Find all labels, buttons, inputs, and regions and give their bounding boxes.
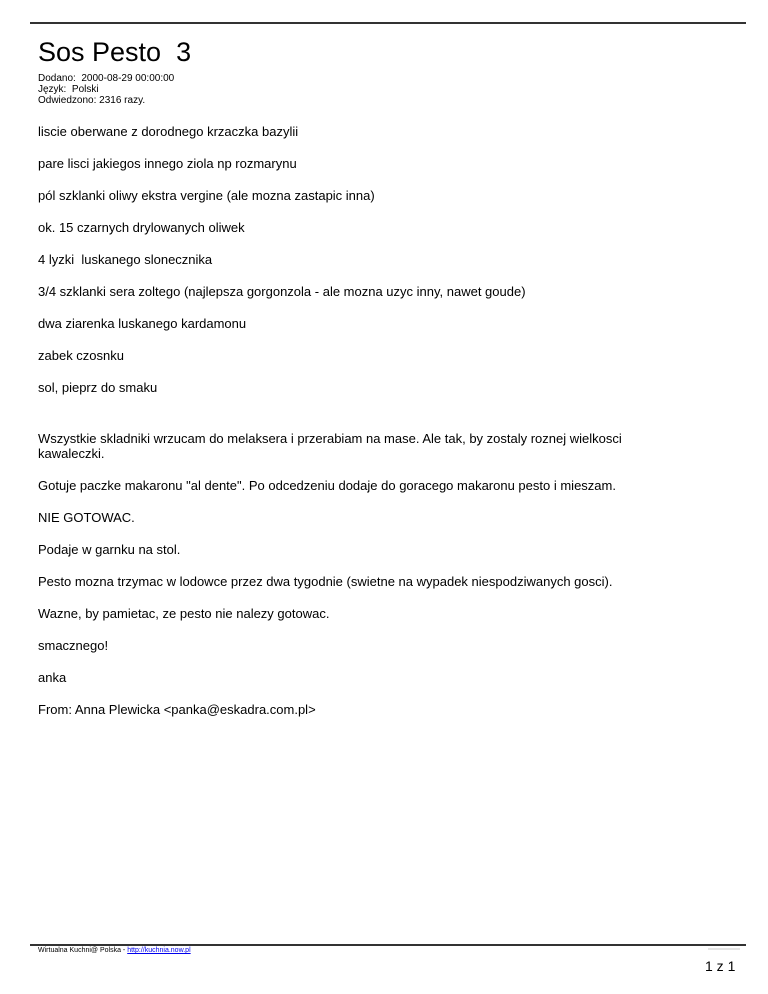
- instruction-paragraph: Wazne, by pamietac, ze pesto nie nalezy gotowac.: [38, 606, 330, 621]
- instruction-paragraph: NIE GOTOWAC.: [38, 510, 135, 525]
- visit-count: Odwiedzono: 2316 razy.: [38, 95, 146, 106]
- from-line: From: Anna Plewicka <panka@eskadra.com.pl>: [38, 702, 316, 717]
- instructions: [38, 431, 678, 717]
- footer-site: [38, 947, 191, 955]
- ingredient-item: 3/4 szklanki sera zoltego (najlepsza gorgonzola - ale mozna uzyc inny, nawet goude): [38, 284, 526, 299]
- ingredient-item: pól szklanki oliwy ekstra vergine (ale mozna zastapic inna): [38, 188, 375, 203]
- footer-divider: [30, 944, 746, 946]
- ingredients-list: [38, 124, 678, 395]
- ingredient-item: dwa ziarenka luskanego kardamonu: [38, 316, 247, 331]
- instruction-paragraph: Gotuje paczke makaronu "al dente". Po odcedzeniu dodaje do goracego makaronu pesto i mieszam.: [38, 478, 616, 493]
- instruction-paragraph: Podaje w garnku na stol.: [38, 542, 181, 557]
- ingredient-item: sol, pieprz do smaku: [38, 380, 158, 395]
- ingredient-item: ok. 15 czarnych drylowanych oliwek: [38, 220, 245, 235]
- footer-site-text: Wirtualna Kuchni@ Polska -: [38, 947, 128, 954]
- section-gap: [38, 412, 678, 431]
- ingredient-item: 4 lyzki luskanego slonecznika: [38, 252, 213, 267]
- page-title: Sos Pesto 3: [38, 37, 192, 67]
- footer-faint-mark: [708, 948, 740, 950]
- recipe-content: [38, 124, 678, 734]
- top-divider: [30, 22, 746, 24]
- language: Język: Polski: [38, 84, 99, 95]
- page-number: 1 z 1: [705, 958, 736, 974]
- signature: anka: [38, 670, 67, 685]
- instruction-paragraph: Pesto mozna trzymac w lodowce przez dwa tygodnie (swietne na wypadek niespodziwanych gosci).: [38, 574, 613, 589]
- ingredient-item: liscie oberwane z dorodnego krzaczka bazylii: [38, 124, 299, 139]
- ingredient-item: pare lisci jakiegos innego ziola np rozmarynu: [38, 156, 297, 171]
- instruction-paragraph: Wszystkie skladniki wrzucam do melaksera i przerabiam na mase. Ale tak, by zostaly roznej wielkosci kawaleczki.: [38, 431, 626, 461]
- instruction-paragraph: smacznego!: [38, 638, 109, 653]
- added-date: Dodano: 2000-08-29 00:00:00: [38, 73, 175, 84]
- ingredient-item: zabek czosnku: [38, 348, 124, 363]
- recipe-meta: [38, 73, 174, 106]
- footer-site-link[interactable]: http://kuchnia.now.pl: [127, 947, 191, 954]
